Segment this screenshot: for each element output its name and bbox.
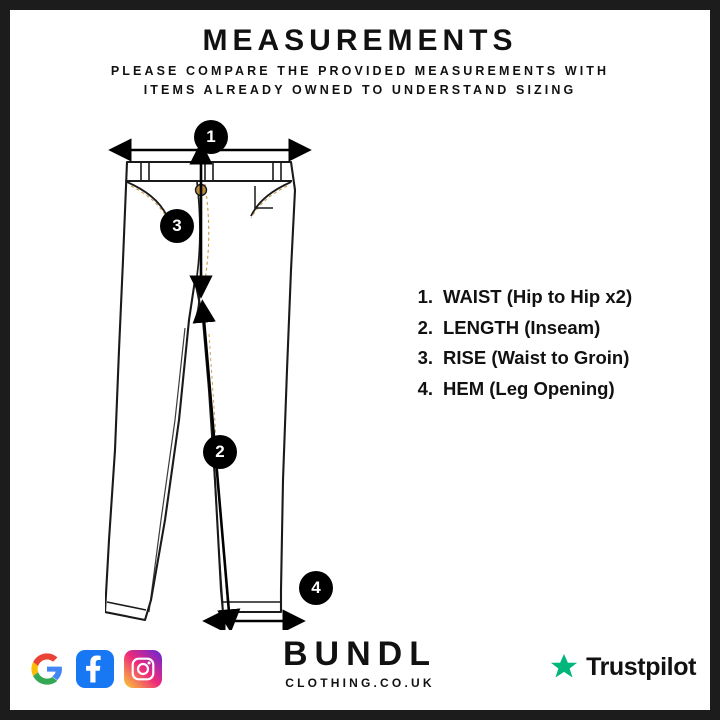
legend-label: HEM xyxy=(443,377,485,399)
page-title: MEASUREMENTS xyxy=(202,24,518,57)
trustpilot-star-icon xyxy=(549,652,579,682)
measurement-badge-1: 1 xyxy=(194,120,228,154)
legend-label: WAIST xyxy=(443,286,502,307)
measurement-badge-3: 3 xyxy=(160,209,194,243)
measurement-card xyxy=(10,10,710,710)
jeans-diagram xyxy=(105,120,405,630)
measurement-badge-2: 2 xyxy=(203,435,237,469)
trustpilot-badge[interactable] xyxy=(549,652,696,682)
legend-detail: (Inseam) xyxy=(524,316,601,338)
legend-item-waist xyxy=(405,288,695,307)
legend-number: 3. xyxy=(417,347,433,368)
legend-item-hem xyxy=(405,377,695,399)
legend-number: 2. xyxy=(417,316,433,338)
legend-detail: (Waist to Groin) xyxy=(491,347,630,368)
measurement-badge-4: 4 xyxy=(299,571,333,605)
legend-detail: (Hip to Hip x2) xyxy=(506,286,633,307)
legend-item-length xyxy=(405,316,695,338)
legend-label: RISE xyxy=(443,347,487,368)
footer xyxy=(10,620,710,700)
subtitle-line-2: ITEMS ALREADY OWNED TO UNDERSTAND SIZING xyxy=(143,83,577,98)
legend-number: 4. xyxy=(417,377,433,399)
brand-domain: CLOTHING.CO.UK xyxy=(285,676,435,690)
legend-label: LENGTH xyxy=(443,316,520,338)
legend-number: 1. xyxy=(417,286,433,307)
header xyxy=(10,24,710,101)
measurement-legend xyxy=(405,288,695,410)
brand-name: BUNDL xyxy=(283,635,437,673)
legend-detail: (Leg Opening) xyxy=(489,377,615,399)
subtitle-line-1: PLEASE COMPARE THE PROVIDED MEASUREMENTS WITH xyxy=(110,64,610,78)
legend-item-rise xyxy=(405,349,695,368)
trustpilot-label: Trustpilot xyxy=(586,652,696,681)
